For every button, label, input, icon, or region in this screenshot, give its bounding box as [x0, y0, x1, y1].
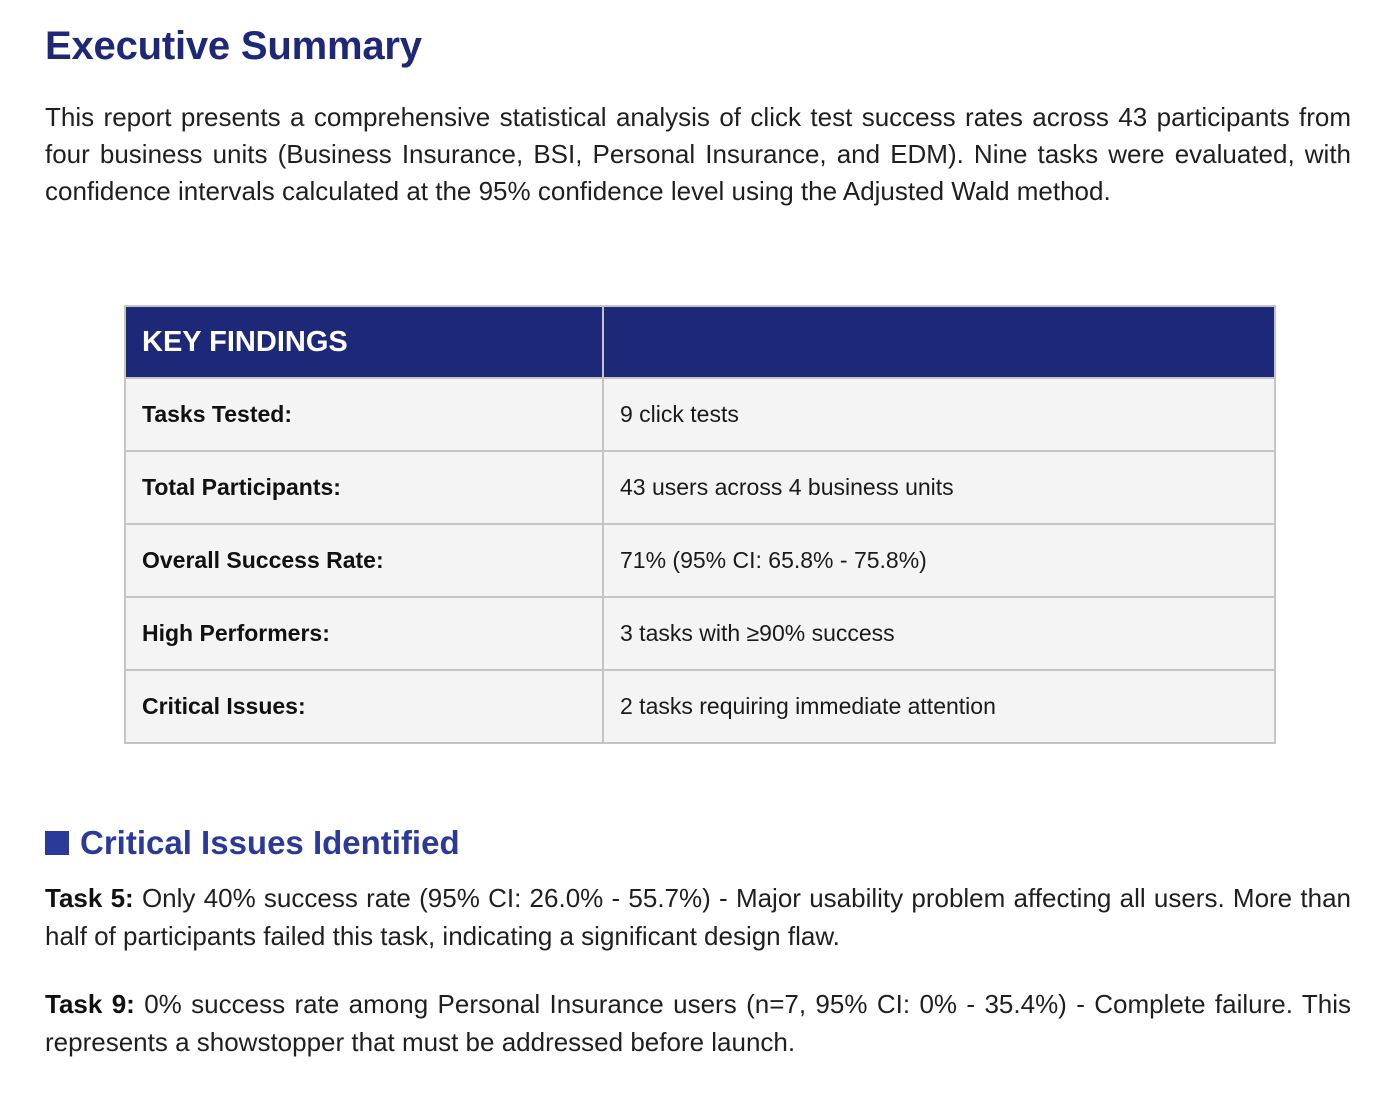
intro-paragraph: This report presents a comprehensive statistical analysis of click test success rates across 43 participants from four business units (Business Insurance, BSI, Personal Insurance, and EDM). Nine tasks were evaluated, with confidence intervals calculated at the 95% confidence level using the Adjusted Wald method.	[45, 102, 1351, 206]
critical-issue-paragraph	[45, 879, 1351, 955]
table-row	[125, 597, 1275, 670]
issue-text: Only 40% success rate (95% CI: 26.0% - 55.7%) - Major usability problem affecting all users. More than half of participants failed this task, indicating a significant design flaw.	[45, 883, 1351, 951]
issue-task-label: Task 9:	[45, 989, 135, 1019]
table-row	[125, 378, 1275, 451]
key-findings-table	[124, 305, 1276, 744]
row-label: Total Participants:	[125, 451, 603, 524]
row-value: 71% (95% CI: 65.8% - 75.8%)	[603, 524, 1275, 597]
table-row	[125, 670, 1275, 743]
row-label: Tasks Tested:	[125, 378, 603, 451]
critical-issues-heading	[45, 822, 460, 864]
critical-issues-heading-text: Critical Issues Identified	[80, 824, 460, 861]
key-findings-header: KEY FINDINGS	[125, 306, 603, 378]
row-value: 9 click tests	[603, 378, 1275, 451]
key-findings-header-row	[125, 306, 1275, 378]
page-title: Executive Summary	[45, 24, 422, 68]
row-label: Critical Issues:	[125, 670, 603, 743]
row-label: High Performers:	[125, 597, 603, 670]
issue-text: 0% success rate among Personal Insurance users (n=7, 95% CI: 0% - 35.4%) - Complete failure. This represents a showstopper that must be addressed before launch.	[45, 989, 1351, 1057]
square-bullet-icon	[45, 831, 69, 855]
row-label: Overall Success Rate:	[125, 524, 603, 597]
table-row	[125, 451, 1275, 524]
issue-task-label: Task 5:	[45, 883, 134, 913]
table-row	[125, 524, 1275, 597]
critical-issue-paragraph	[45, 985, 1351, 1061]
row-value: 3 tasks with ≥90% success	[603, 597, 1275, 670]
row-value: 43 users across 4 business units	[603, 451, 1275, 524]
key-findings-header-empty	[603, 306, 1275, 378]
row-value: 2 tasks requiring immediate attention	[603, 670, 1275, 743]
